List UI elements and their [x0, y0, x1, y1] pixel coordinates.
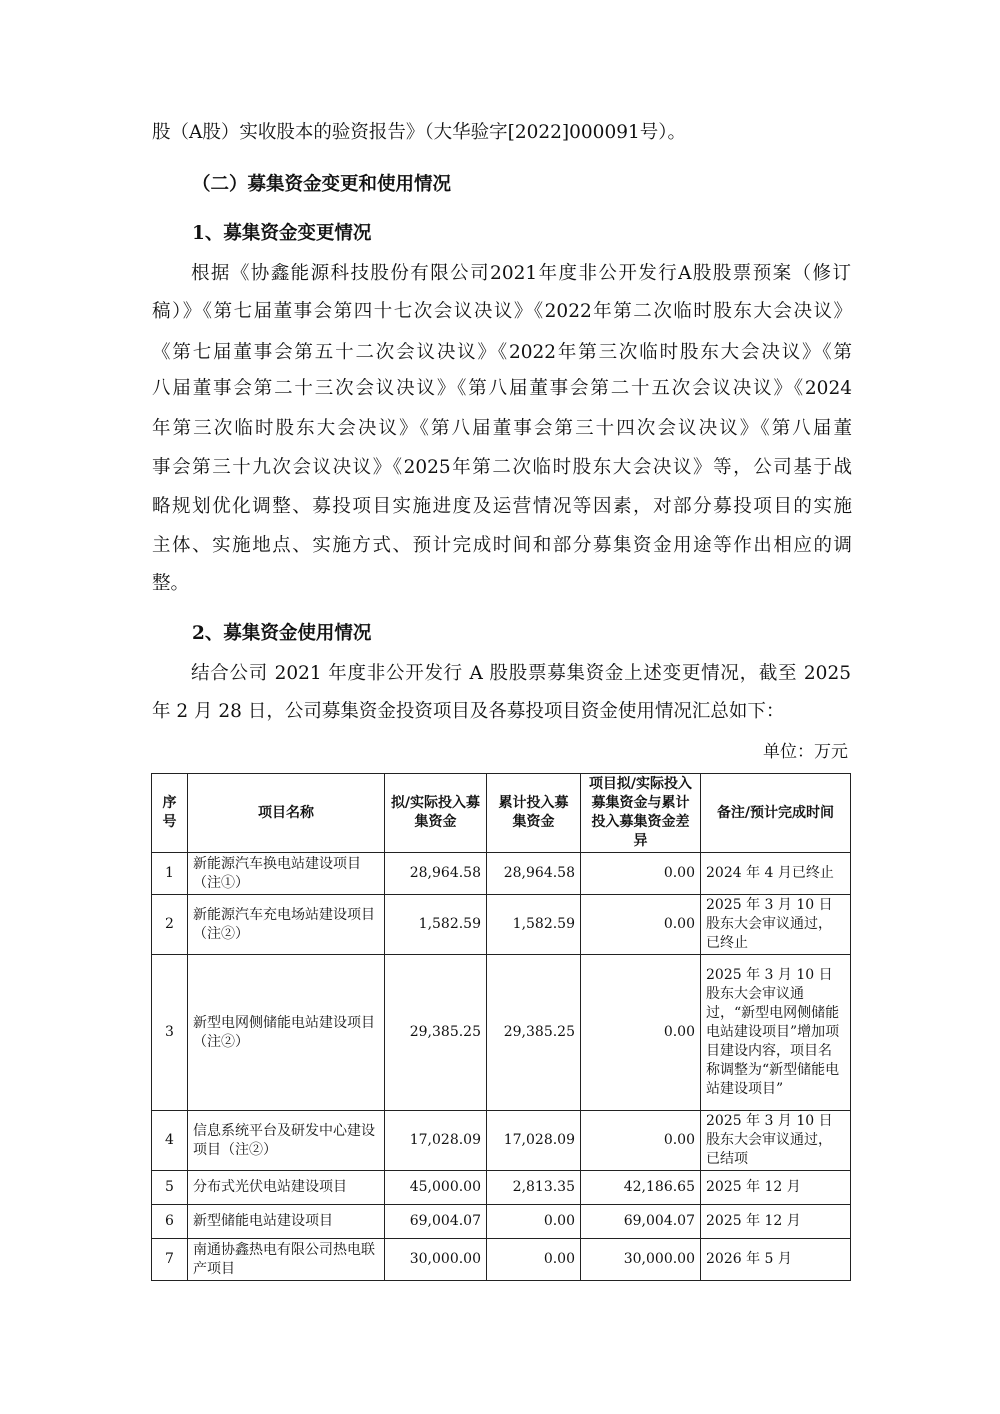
- unit-label: 单位：万元: [763, 742, 848, 762]
- cell-remark: 2025 年 12 月: [701, 1171, 851, 1205]
- cell-project-name: 新能源汽车充电场站建设项目（注②）: [188, 895, 385, 955]
- header-project-name: 项目名称: [188, 774, 385, 853]
- header-seq: 序号: [152, 774, 188, 853]
- subsection-heading: 1、募集资金变更情况: [192, 223, 372, 244]
- cell-project-name: 新型电网侧储能电站建设项目（注②）: [188, 955, 385, 1111]
- cell-difference: 69,004.07: [581, 1205, 701, 1239]
- cell-planned-funds: 69,004.07: [385, 1205, 487, 1239]
- header-remark: 备注/预计完成时间: [701, 774, 851, 853]
- paragraph-line: 股（A股）实收股本的验资报告》（大华验字[2022]000091号）。: [152, 122, 686, 143]
- section-heading: （二）募集资金变更和使用情况: [192, 174, 452, 195]
- cell-seq: 7: [152, 1239, 188, 1281]
- paragraph-line: 稿）》《第七届董事会第四十七次会议决议》《2022年第二次临时股东大会决议》: [152, 301, 852, 322]
- cell-difference: 0.00: [581, 1111, 701, 1171]
- cell-cumulative-funds: 0.00: [487, 1239, 581, 1281]
- table-row: [152, 1205, 851, 1239]
- paragraph-line: 整。: [152, 573, 190, 594]
- cell-project-name: 信息系统平台及研发中心建设项目（注②）: [188, 1111, 385, 1171]
- cell-difference: 0.00: [581, 895, 701, 955]
- cell-cumulative-funds: 1,582.59: [487, 895, 581, 955]
- cell-remark: 2026 年 5 月: [701, 1239, 851, 1281]
- cell-planned-funds: 30,000.00: [385, 1239, 487, 1281]
- table-row: [152, 1171, 851, 1205]
- cell-project-name: 分布式光伏电站建设项目: [188, 1171, 385, 1205]
- cell-remark: 2025 年 3 月 10 日股东大会审议通过，已终止: [701, 895, 851, 955]
- fund-usage-table: [151, 773, 851, 1281]
- cell-seq: 1: [152, 853, 188, 895]
- cell-remark: 2025 年 12 月: [701, 1205, 851, 1239]
- cell-seq: 3: [152, 955, 188, 1111]
- table-row: [152, 895, 851, 955]
- cell-project-name: 新型储能电站建设项目: [188, 1205, 385, 1239]
- header-planned-funds: 拟/实际投入募集资金: [385, 774, 487, 853]
- cell-remark: 2025 年 3 月 10 日股东大会审议通过，已结项: [701, 1111, 851, 1171]
- cell-seq: 5: [152, 1171, 188, 1205]
- cell-seq: 2: [152, 895, 188, 955]
- cell-planned-funds: 1,582.59: [385, 895, 487, 955]
- cell-cumulative-funds: 29,385.25: [487, 955, 581, 1111]
- paragraph-line: 略规划优化调整、募投项目实施进度及运营情况等因素，对部分募投项目的实施: [152, 496, 852, 517]
- cell-remark: 2024 年 4 月已终止: [701, 853, 851, 895]
- table-row: [152, 1239, 851, 1281]
- paragraph-line: 根据《协鑫能源科技股份有限公司2021年度非公开发行A股股票预案（修订: [191, 263, 851, 284]
- cell-seq: 6: [152, 1205, 188, 1239]
- paragraph-line: 结合公司 2021 年度非公开发行 A 股股票募集资金上述变更情况，截至 2025: [191, 663, 851, 684]
- cell-cumulative-funds: 2,813.35: [487, 1171, 581, 1205]
- cell-difference: 30,000.00: [581, 1239, 701, 1281]
- table-row: [152, 853, 851, 895]
- paragraph-line: 年 2 月 28 日，公司募集资金投资项目及各募投项目资金使用情况汇总如下：: [152, 701, 785, 722]
- cell-project-name: 新能源汽车换电站建设项目（注①）: [188, 853, 385, 895]
- table-row: [152, 955, 851, 1111]
- subsection-heading: 2、募集资金使用情况: [192, 623, 372, 644]
- paragraph-line: 年第三次临时股东大会决议》《第八届董事会第三十四次会议决议》《第八届董: [152, 418, 852, 439]
- cell-difference: 0.00: [581, 853, 701, 895]
- cell-planned-funds: 17,028.09: [385, 1111, 487, 1171]
- cell-difference: 42,186.65: [581, 1171, 701, 1205]
- cell-cumulative-funds: 17,028.09: [487, 1111, 581, 1171]
- header-cumulative-funds: 累计投入募集资金: [487, 774, 581, 853]
- cell-seq: 4: [152, 1111, 188, 1171]
- cell-project-name: 南通协鑫热电有限公司热电联产项目: [188, 1239, 385, 1281]
- table-row: [152, 1111, 851, 1171]
- cell-planned-funds: 45,000.00: [385, 1171, 487, 1205]
- cell-planned-funds: 29,385.25: [385, 955, 487, 1111]
- paragraph-line: 八届董事会第二十三次会议决议》《第八届董事会第二十五次会议决议》《2024: [152, 378, 852, 399]
- table-header-row: [152, 774, 851, 853]
- paragraph-line: 《第七届董事会第五十二次会议决议》《2022年第三次临时股东大会决议》《第: [152, 342, 852, 363]
- cell-cumulative-funds: 0.00: [487, 1205, 581, 1239]
- cell-remark: 2025 年 3 月 10 日股东大会审议通过，“新型电网侧储能电站建设项目”增加项目建设内容，项目名称调整为“新型储能电站建设项目”: [701, 955, 851, 1111]
- cell-difference: 0.00: [581, 955, 701, 1111]
- cell-planned-funds: 28,964.58: [385, 853, 487, 895]
- paragraph-line: 事会第三十九次会议决议》《2025年第二次临时股东大会决议》等，公司基于战: [152, 457, 852, 478]
- header-difference: 项目拟/实际投入募集资金与累计投入募集资金差异: [581, 774, 701, 853]
- paragraph-line: 主体、实施地点、实施方式、预计完成时间和部分募集资金用途等作出相应的调: [152, 535, 852, 556]
- cell-cumulative-funds: 28,964.58: [487, 853, 581, 895]
